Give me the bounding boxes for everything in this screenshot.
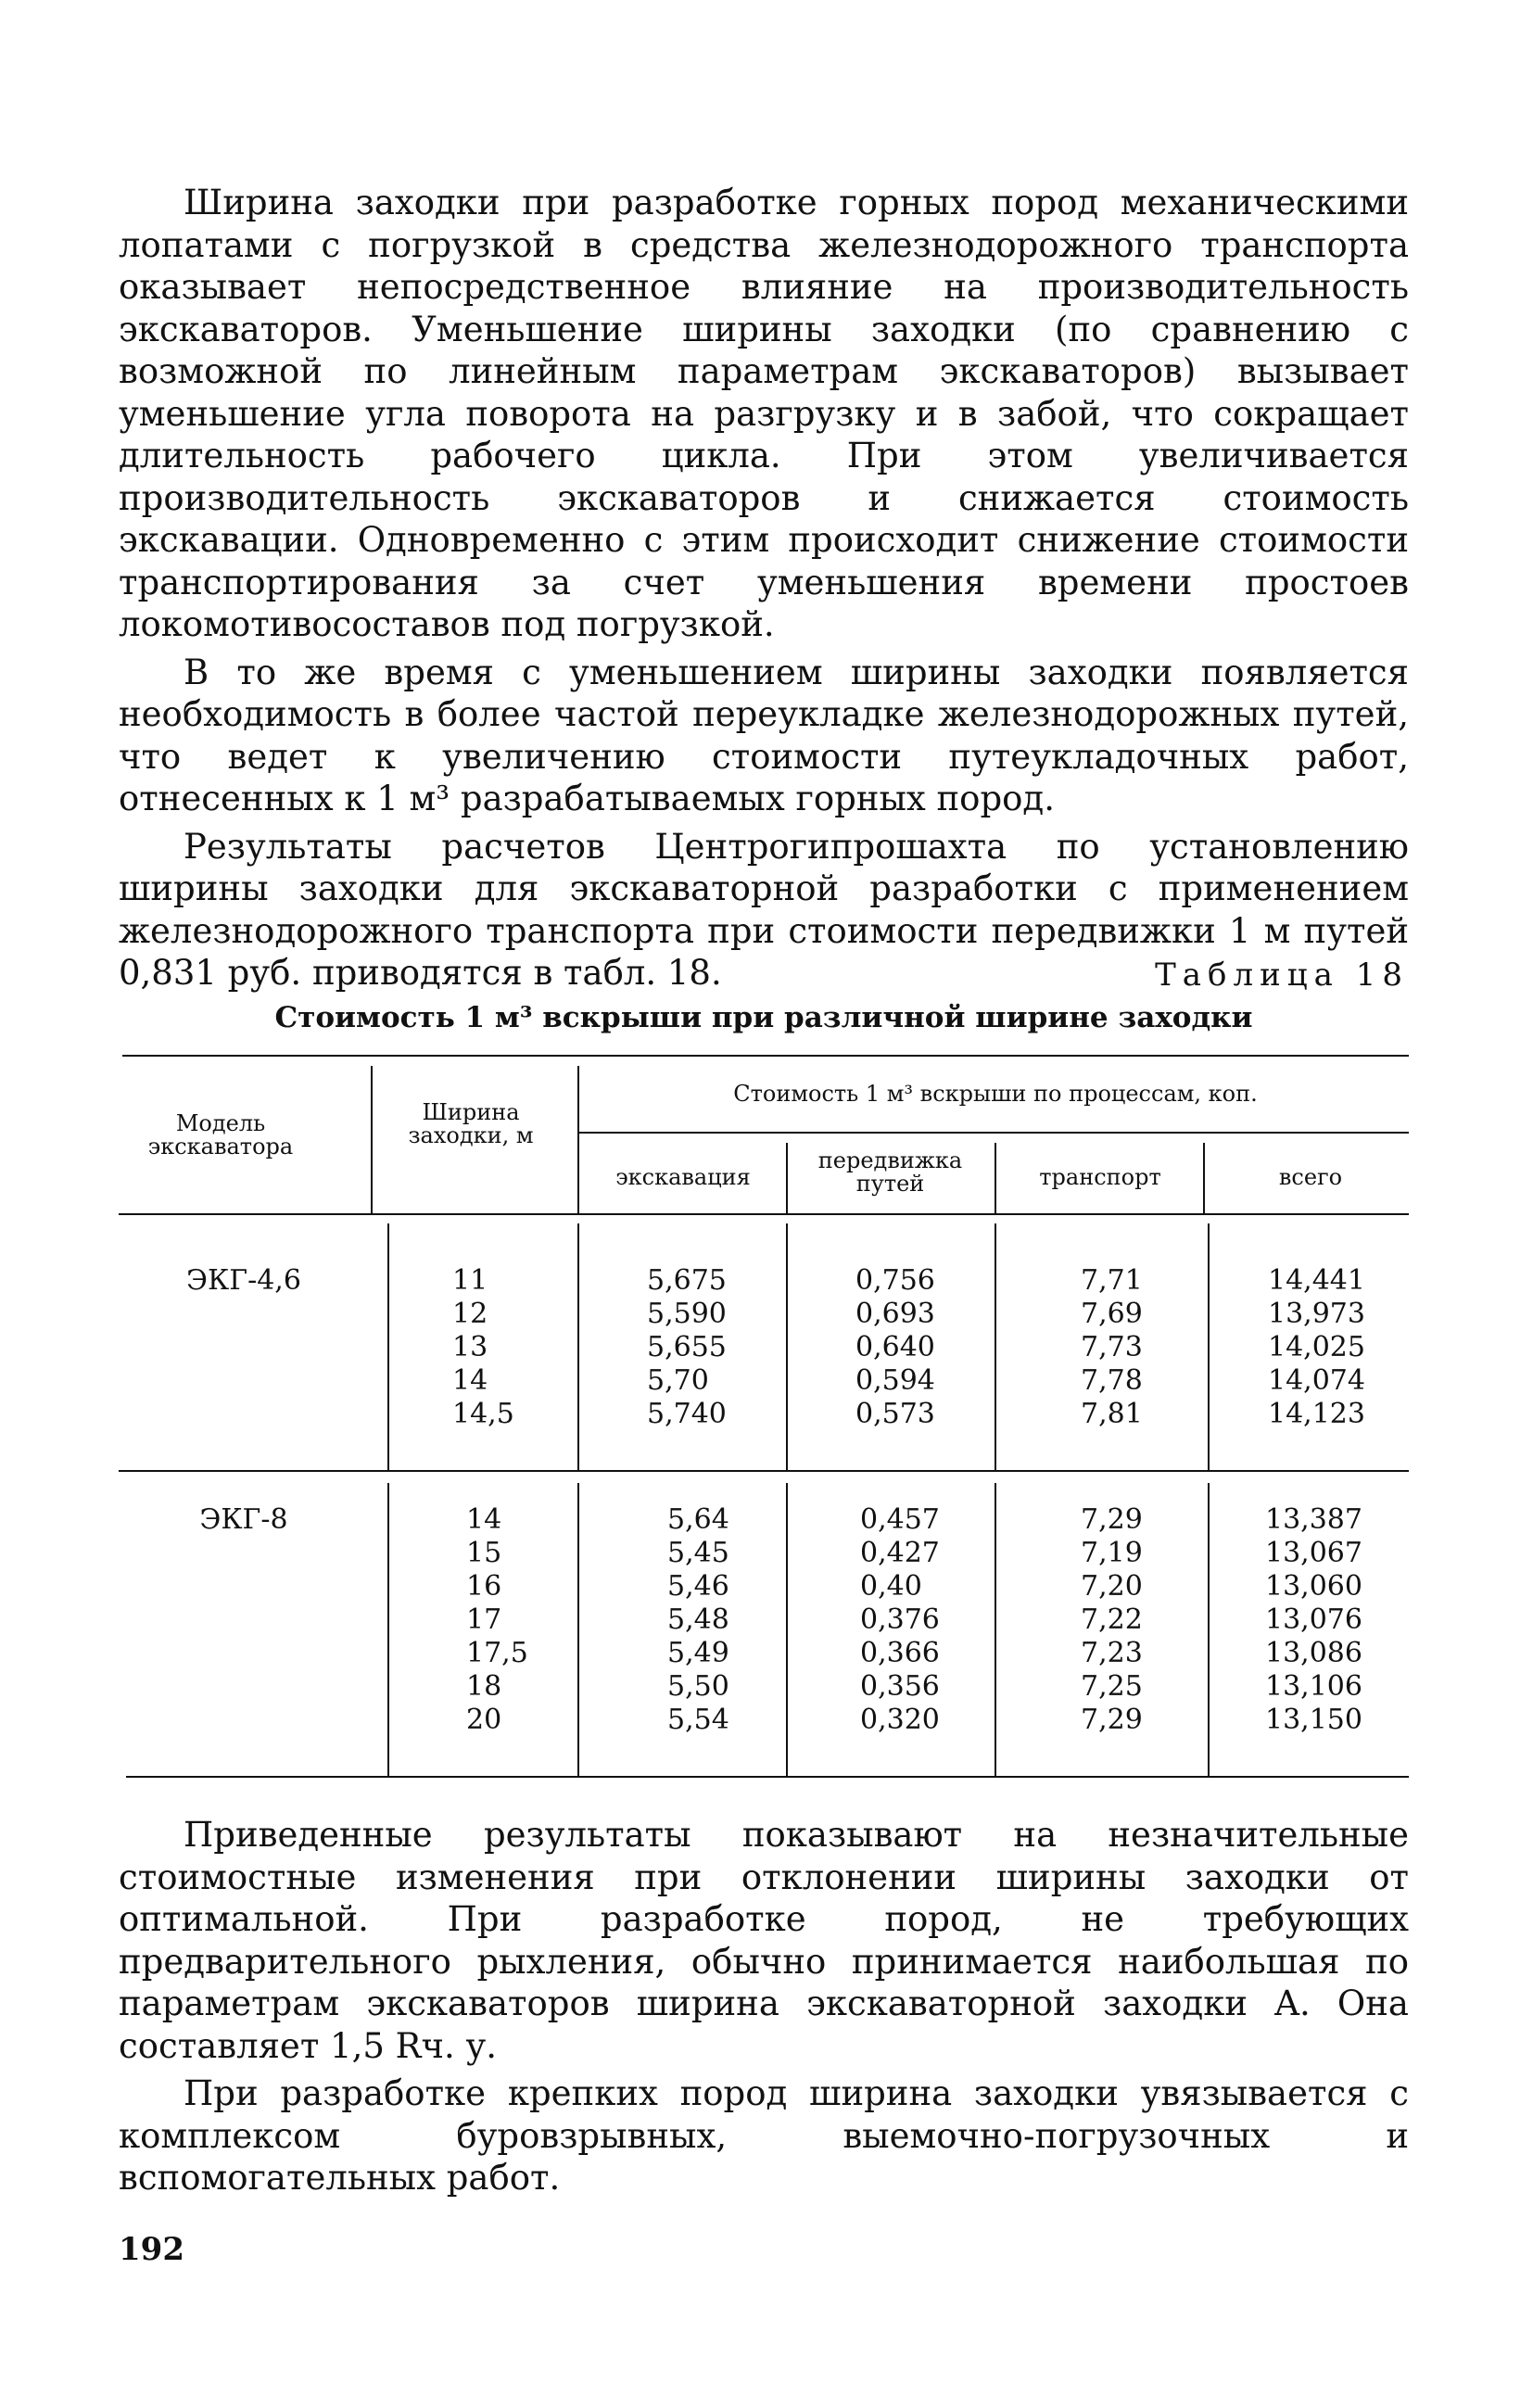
header-excavation: экскавация	[615, 1164, 751, 1190]
body2-vline-2	[577, 1483, 579, 1776]
body1-vline-2	[577, 1223, 579, 1470]
table-group-rule	[119, 1470, 1409, 1472]
paragraph-5: При разработке крепких пород ширина заходки увязывается с комплексом буровзрывных, выемочно-погрузочных и вспомогательных работ.	[119, 2073, 1409, 2198]
hdr-vline-5	[1203, 1143, 1205, 1213]
header-moving: передвижка путей	[817, 1147, 963, 1197]
body1-vline-3	[786, 1223, 788, 1470]
top-text	[119, 182, 1409, 995]
table-label: Таблица 18	[1155, 957, 1409, 994]
body1-vline-5	[1208, 1223, 1210, 1470]
hdr-vline-4	[995, 1143, 996, 1213]
header-cost-group: Стоимость 1 м³ вскрыши по процессам, коп.	[733, 1081, 1258, 1107]
table-title: Стоимость 1 м³ вскрыши при различной ширине заходки	[274, 1001, 1253, 1034]
table-top-rule	[122, 1055, 1409, 1057]
body1-vline-1	[387, 1223, 389, 1470]
table-header-rule	[119, 1213, 1409, 1215]
paragraph-1: Ширина заходки при разработке горных пород механическими лопатами с погрузкой в средства железнодорожного транспорта оказывает непосредственное влияние на производительность экскаваторов. Уменьшение ширины заходки (по сравнению с возможной по линейным параметрам экскаваторов) вызывает уменьшение угла поворота на разгрузку и в забой, что сокращает длительность рабочего цикла. При этом увеличивается производительность экскаваторов и снижается стоимость экскавации. Одновременно с этим происходит снижение стоимости транспортирования за счет уменьшения времени простоев локомотивосоставов под погрузкой.	[119, 183, 1409, 644]
paragraph-2: В то же время с уменьшением ширины заходки появляется необходимость в более частой переукладке железнодорожных путей, что ведет к увеличению стоимости путеукладочных работ, отнесенных к 1 м³ разрабатываемых горных пород.	[119, 652, 1409, 818]
body2-vline-5	[1208, 1483, 1210, 1776]
group1-moving: 0,756 0,693 0,640 0,594 0,573	[855, 1264, 935, 1430]
table-subheader-rule	[577, 1132, 1409, 1134]
body2-vline-4	[995, 1483, 996, 1776]
header-model: Модель экскаватора	[147, 1110, 294, 1160]
bottom-text	[119, 1814, 1409, 2199]
group2-model: ЭКГ-8	[199, 1503, 288, 1536]
group1-transport: 7,71 7,69 7,73 7,78 7,81	[1081, 1264, 1143, 1430]
group2-excavation: 5,64 5,45 5,46 5,48 5,49 5,50 5,54	[667, 1503, 729, 1736]
hdr-vline-1	[371, 1066, 373, 1213]
group1-widths: 11 12 13 14 14,5	[452, 1264, 514, 1430]
paragraph-3: Результаты расчетов Центрогипрошахта по установлению ширины заходки для экскаваторной разработки с применением железнодорожного транспорта при стоимости передвижки 1 м путей 0,831 руб. приводятся в табл. 18.	[119, 826, 1409, 993]
group1-excavation: 5,675 5,590 5,655 5,70 5,740	[647, 1264, 727, 1430]
cost-table	[119, 1055, 1409, 1787]
group1-model: ЭКГ-4,6	[186, 1264, 301, 1297]
body1-vline-4	[995, 1223, 996, 1470]
table-bottom-rule	[126, 1776, 1409, 1778]
header-total: всего	[1278, 1164, 1343, 1190]
group2-transport: 7,29 7,19 7,20 7,22 7,23 7,25 7,29	[1081, 1503, 1143, 1736]
header-transport: транспорт	[1039, 1164, 1161, 1190]
group1-total: 14,441 13,973 14,025 14,074 14,123	[1268, 1264, 1365, 1430]
body2-vline-3	[786, 1483, 788, 1776]
group2-widths: 14 15 16 17 17,5 18 20	[466, 1503, 528, 1736]
group2-moving: 0,457 0,427 0,40 0,376 0,366 0,356 0,320	[860, 1503, 940, 1736]
body2-vline-1	[387, 1483, 389, 1776]
header-width: Ширина заходки, м	[408, 1099, 534, 1148]
hdr-vline-3	[786, 1143, 788, 1213]
paragraph-4: Приведенные результаты показывают на незначительные стоимостные изменения при отклонении ширины заходки от оптимальной. При разработке пород, не требующих предварительного рыхления, обычно принимается наибольшая по параметрам экскаваторов ширина экскаваторной заходки A. Она составляет 1,5 Rч. у.	[119, 1815, 1409, 2066]
group2-total: 13,387 13,067 13,060 13,076 13,086 13,106 13,150	[1265, 1503, 1362, 1736]
page-number: 192	[119, 2231, 184, 2268]
hdr-vline-2	[577, 1066, 579, 1213]
